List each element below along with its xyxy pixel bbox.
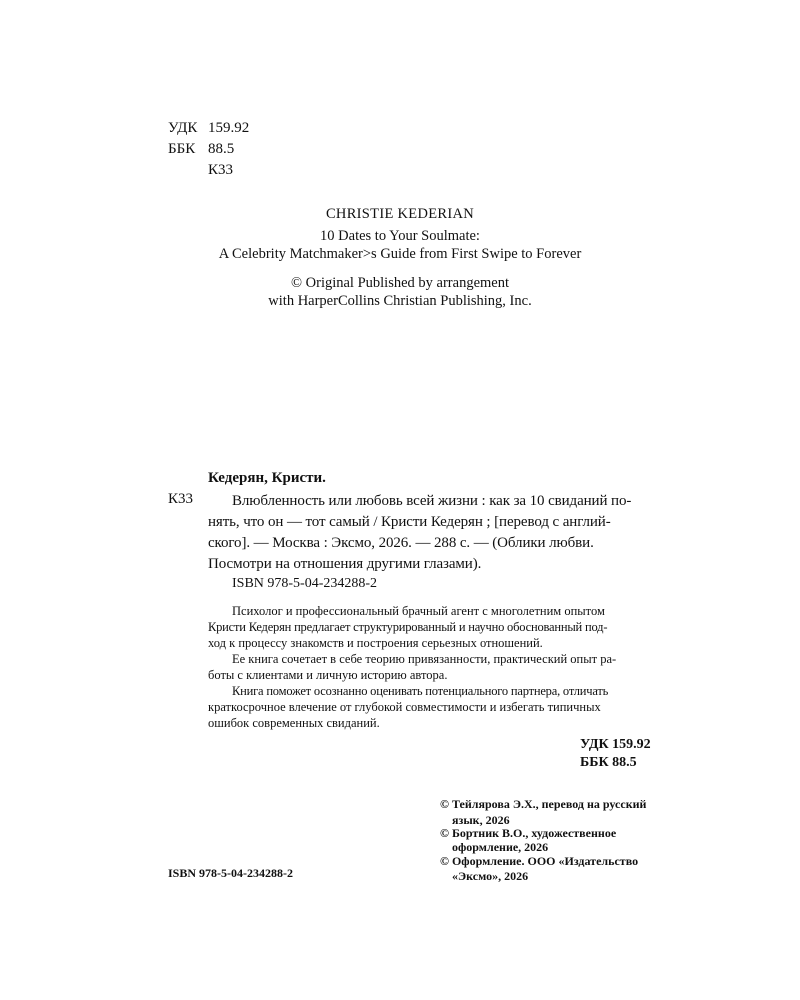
copyright-line-1: © Тейлярова Э.Х., перевод на русский [440, 797, 647, 811]
annotation-line-7: краткосрочное влечение от глубокой совместимости и избегать типичных [208, 700, 601, 714]
author-sign: К33 [208, 162, 234, 178]
annotation-line-4: Ее книга сочетает в себе теорию привязанности, практический опыт ра- [232, 652, 617, 666]
copyright-line-3: © Бортник В.О., художественное [440, 826, 617, 840]
record-line-4: Посмотри на отношения другими глазами). [208, 556, 482, 572]
original-title-line-2: A Celebrity Matchmaker>s Guide from First Swipe to Forever [218, 246, 582, 262]
copyright-line-2: язык, 2026 [452, 813, 510, 827]
annotation-line-2: Кристи Кедерян предлагает структурированный и научно обоснованный под- [208, 620, 608, 634]
original-author: CHRISTIE KEDERIAN [325, 206, 475, 222]
codes-bbk: ББК 88.5 [580, 755, 637, 770]
record-code: К33 [168, 491, 194, 507]
copyright-line-6: «Эксмо», 2026 [452, 869, 529, 883]
classification-block [168, 118, 368, 182]
record-author-heading: Кедерян, Кристи. [208, 470, 326, 486]
bbk-value: 88.5 [208, 141, 235, 157]
copyright-line-5: © Оформление. ООО «Издательство [440, 854, 639, 868]
record-isbn: ISBN 978-5-04-234288-2 [232, 576, 378, 591]
annotation-line-5: боты с клиентами и личную историю автора. [208, 668, 448, 682]
annotation-line-6: Книга поможет осознанно оценивать потенциального партнера, отличать [232, 684, 609, 698]
udk-label: УДК [168, 120, 198, 136]
annotation-line-3: ход к процессу знакомств и построения серьезных отношений. [208, 636, 543, 650]
rights-line-1: © Original Published by arrangement [291, 275, 509, 291]
isbn-bottom: ISBN 978-5-04-234288-2 [168, 866, 293, 880]
codes-udk: УДК 159.92 [580, 737, 651, 752]
original-title-line-1: 10 Dates to Your Soulmate: [320, 228, 480, 244]
bbk-label: ББК [168, 141, 196, 157]
udk-value: 159.92 [208, 120, 250, 136]
annotation-line-1: Психолог и профессиональный брачный агент с многолетним опытом [232, 604, 605, 618]
rights-line-2: with HarperCollins Christian Publishing, Inc. [268, 293, 532, 309]
record-line-3: ского]. — Москва : Эксмо, 2026. — 288 с. — (Облики любви. [208, 535, 594, 551]
record-line-1: Влюбленность или любовь всей жизни : как за 10 свиданий по- [232, 493, 632, 509]
copyright-line-4: оформление, 2026 [452, 840, 549, 854]
record-line-2: нять, что он — тот самый / Кристи Кедерян ; [перевод с англий- [208, 514, 611, 530]
annotation-line-8: ошибок современных свиданий. [208, 716, 380, 730]
